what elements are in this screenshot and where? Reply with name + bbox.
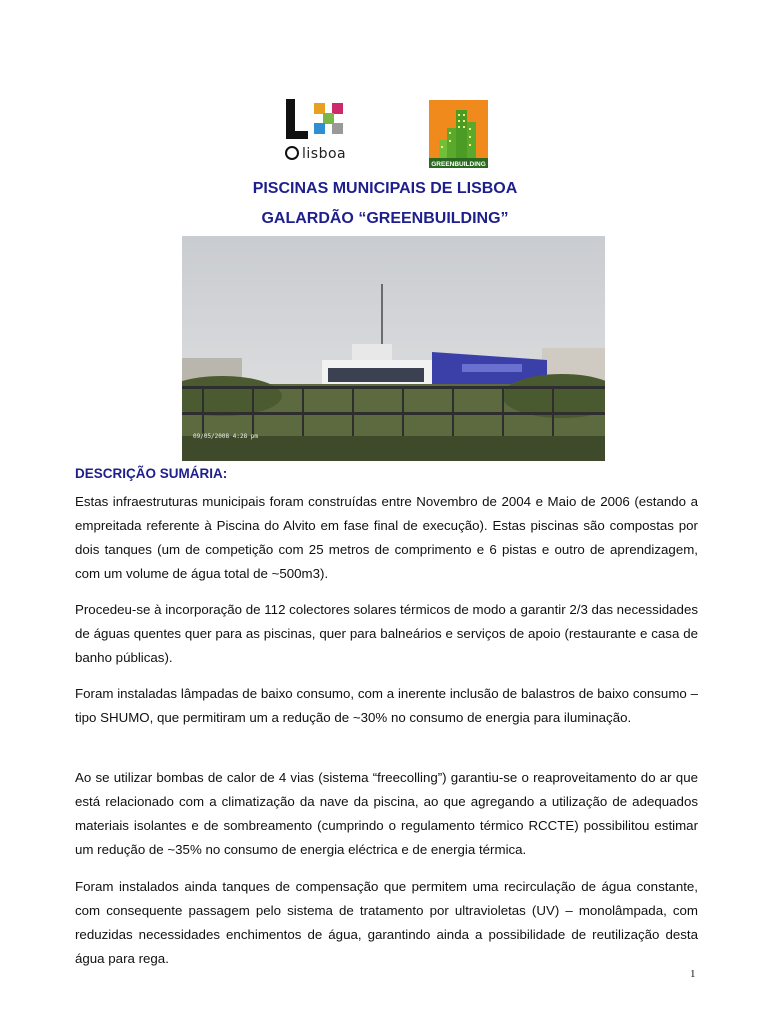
greenbuilding-logo-label: GREENBUILDING: [431, 161, 486, 168]
paragraph: Estas infraestruturas municipais foram construídas entre Novembro de 2004 e Maio de 2006 (estando a empreitada referente à Piscina do Alvito em fase final de execução). Estas piscinas são compostas por dois tanques (um de competição com 25 metros de comprimento e 6 pistas e outro de aprendizagem, com um volume de água total de ~500m3).: [75, 494, 698, 581]
greenbuilding-logo: [429, 100, 488, 168]
photo-timestamp: 09/05/2008 4:28 pm: [193, 433, 259, 440]
lisboa-logo-wordmark: lisboa: [302, 146, 347, 162]
pool-building-photo: [182, 236, 605, 461]
paragraph: Ao se utilizar bombas de calor de 4 vias (sistema “freecolling”) garantiu-se o reaproveitamento do ar que está relacionado com a climatização da nave da piscina, ao que agregando a utilização de adequados materiais isolantes e de sombreamento (cumprindo o regulamento térmico RCCTE) possibilitou estimar um redução de ~35% no consumo de energia eléctrica e de energia térmica.: [75, 770, 698, 857]
paragraph: Foram instaladas lâmpadas de baixo consumo, com a inerente inclusão de balastros de baixo consumo – tipo SHUMO, que permitiram um a redução de ~30% no consumo de energia para iluminação.: [75, 686, 698, 725]
paragraph: Foram instalados ainda tanques de compensação que permitem uma recirculação de água constante, com consequente passagem pelo sistema de tratamento por ultravioletas (UV) – monolâmpada, com reduzidas necessidades enchimentos de água, garantindo ainda a possibilidade de reutilização desta água para rega.: [75, 879, 698, 966]
document-subtitle: GALARDÃO “GREENBUILDING”: [261, 210, 509, 227]
document-title: PISCINAS MUNICIPAIS DE LISBOA: [252, 180, 518, 197]
paragraph: Procedeu-se à incorporação de 112 colectores solares térmicos de modo a garantir 2/3 das necessidades de águas quentes quer para as piscinas, quer para balneários e serviços de apoio (restaurante e casa de banho públicas).: [75, 602, 698, 665]
page-number: 1: [690, 968, 696, 980]
section-heading: DESCRIÇÃO SUMÁRIA:: [75, 466, 228, 481]
